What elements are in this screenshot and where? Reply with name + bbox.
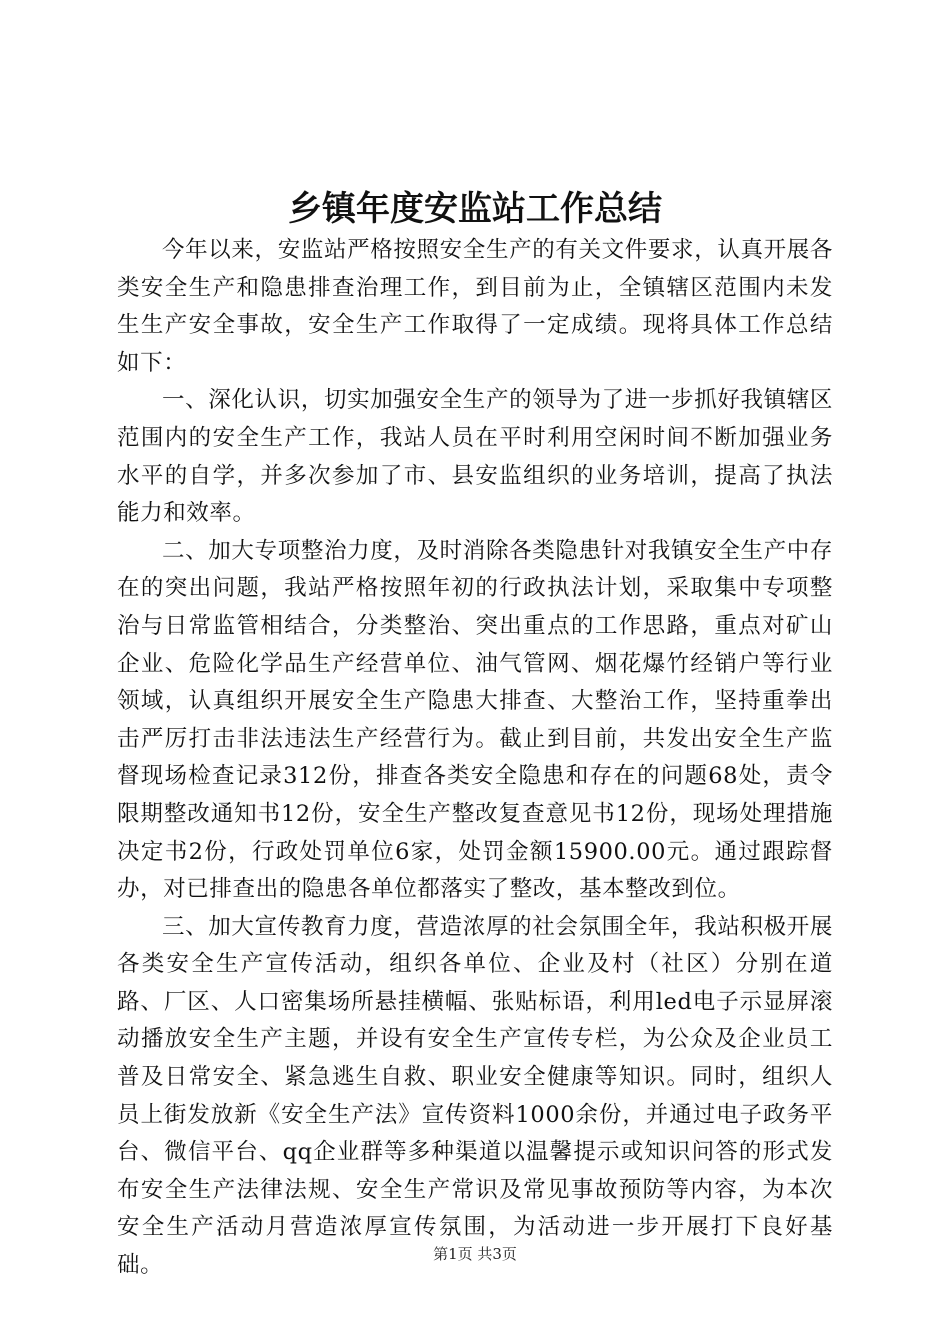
document-body (117, 232, 833, 1285)
paragraph-intro: 今年以来，安监站严格按照安全生产的有关文件要求，认真开展各类安全生产和隐患排查治理工作，到目前为止，全镇辖区范围内未发生生产安全事故，安全生产工作取得了一定成绩。现将具体工作总结如下： (117, 237, 833, 376)
paragraph-section-2: 二、加大专项整治力度，及时消除各类隐患针对我镇安全生产中存在的突出问题，我站严格按照年初的行政执法计划，采取集中专项整治与日常监管相结合，分类整治、突出重点的工作思路，重点对矿山企业、危险化学品生产经营单位、油气管网、烟花爆竹经销户等行业领域，认真组织开展安全生产隐患大排查、大整治工作，坚持重拳出击严厉打击非法违法生产经营行为。截止到目前，共发出安全生产监督现场检查记录312份，排查各类安全隐患和存在的问题68处，责令限期整改通知书12份，安全生产整改复查意见书12份，现场处理措施决定书2份，行政处罚单位6家，处罚金额15900.00元。通过跟踪督办，对已排查出的隐患各单位都落实了整改，基本整改到位。 (117, 537, 833, 903)
document-title: 乡镇年度安监站工作总结 (288, 189, 662, 229)
paragraph-section-1: 一、深化认识，切实加强安全生产的领导为了进一步抓好我镇辖区范围内的安全生产工作，我站人员在平时利用空闲时间不断加强业务水平的自学，并多次参加了市、县安监组织的业务培训，提高了执法能力和效率。 (117, 387, 833, 527)
page-footer: 第1页 共3页 (433, 1245, 517, 1263)
paragraph-section-3: 三、加大宣传教育力度，营造浓厚的社会氛围全年，我站积极开展各类安全生产宣传活动，组织各单位、企业及村（社区）分别在道路、厂区、人口密集场所悬挂横幅、张贴标语，利用led电子示显屏滚动播放安全生产主题，并设有安全生产宣传专栏，为公众及企业员工普及日常安全、紧急逃生自救、职业安全健康等知识。同时，组织人员上街发放新《安全生产法》宣传资料1000余份，并通过电子政务平台、微信平台、qq企业群等多种渠道以温馨提示或知识问答的形式发布安全生产法律法规、安全生产常识及常见事故预防等内容，为本次安全生产活动月营造浓厚宣传氛围，为活动进一步开展打下良好基础。 (117, 913, 833, 1279)
